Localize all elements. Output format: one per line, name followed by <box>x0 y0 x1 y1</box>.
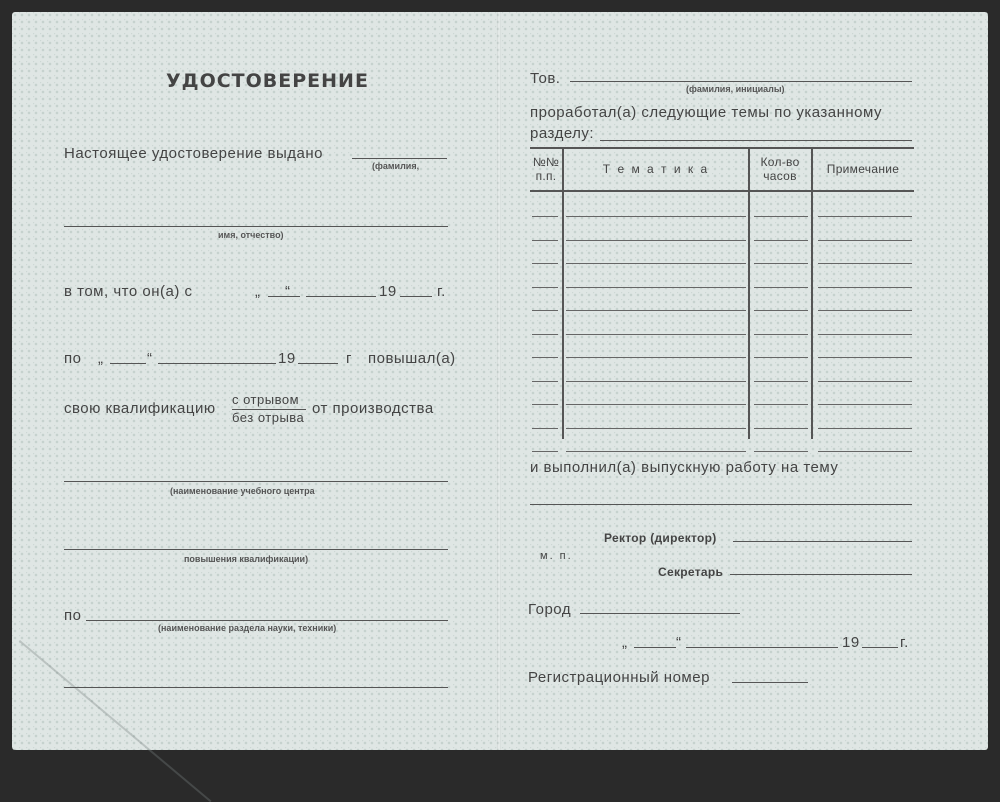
year-suffix: г. <box>437 283 446 300</box>
month-from-field[interactable] <box>306 296 376 297</box>
col-hours-line2: часов <box>763 169 797 183</box>
city-label: Город <box>528 601 572 618</box>
table-row-line[interactable] <box>532 357 558 358</box>
training-center-field[interactable] <box>64 481 448 482</box>
name-hint: имя, отчество) <box>218 230 284 240</box>
table-row-line[interactable] <box>818 428 912 429</box>
worked-text-2: разделу: <box>530 125 595 142</box>
rector-label: Ректор (директор) <box>604 531 717 545</box>
table-row-line[interactable] <box>818 381 912 382</box>
year-from-field[interactable] <box>400 296 432 297</box>
table-row-line[interactable] <box>532 451 558 452</box>
quote-open: „ <box>255 283 261 300</box>
date-to-label: по <box>64 350 82 367</box>
quote-close: “ <box>147 350 153 367</box>
table-row-line[interactable] <box>566 381 746 382</box>
fio-hint: (фамилия, инициалы) <box>686 84 785 94</box>
col-note-header: Примечание <box>826 162 900 176</box>
table-row-line[interactable] <box>566 216 746 217</box>
worked-text-1: проработал(а) следующие темы по указанному <box>530 104 883 121</box>
quote-open: „ <box>98 350 104 367</box>
month-to-field[interactable] <box>158 363 276 364</box>
table-row-line[interactable] <box>818 287 912 288</box>
table-header-border <box>530 190 914 192</box>
table-row-line[interactable] <box>532 287 558 288</box>
table-row-line[interactable] <box>754 381 808 382</box>
section-field[interactable] <box>86 620 448 621</box>
table-row-line[interactable] <box>532 310 558 311</box>
without-break-option: без отрыва <box>232 410 305 425</box>
year-prefix: 19 <box>278 350 296 367</box>
table-row-line[interactable] <box>818 357 912 358</box>
table-row-line[interactable] <box>754 357 808 358</box>
completed-text: и выполнил(а) выпускную работу на тему <box>530 459 839 476</box>
table-row-line[interactable] <box>818 451 912 452</box>
section-field-2[interactable] <box>64 687 448 688</box>
training-center-hint: (наименование учебного центра <box>170 486 315 496</box>
day-to-field[interactable] <box>110 363 146 364</box>
section-label: по <box>64 607 82 624</box>
day-from-field[interactable] <box>268 296 300 297</box>
table-row-line[interactable] <box>566 263 746 264</box>
worked-line <box>600 140 912 141</box>
fold-crease <box>497 12 501 750</box>
quote-open: „ <box>622 634 628 651</box>
col-hours-header <box>750 155 810 183</box>
table-row-line[interactable] <box>566 334 746 335</box>
table-row-line[interactable] <box>532 381 558 382</box>
fio-field[interactable] <box>570 81 912 82</box>
table-col-divider <box>562 149 564 439</box>
secretary-label: Секретарь <box>658 565 724 579</box>
issue-day-field[interactable] <box>634 647 676 648</box>
table-row-line[interactable] <box>754 216 808 217</box>
table-row-line[interactable] <box>566 287 746 288</box>
table-row-line[interactable] <box>532 428 558 429</box>
table-row-line[interactable] <box>754 240 808 241</box>
table-row-line[interactable] <box>754 263 808 264</box>
table-row-line[interactable] <box>818 263 912 264</box>
reg-number-label: Регистрационный номер <box>528 669 710 686</box>
table-row-line[interactable] <box>566 310 746 311</box>
table-row-line[interactable] <box>532 334 558 335</box>
surname-field[interactable] <box>352 158 447 159</box>
seal-place-label: м. п. <box>540 550 573 562</box>
col-topic-header: Т е м а т и к а <box>602 162 710 176</box>
table-row-line[interactable] <box>818 404 912 405</box>
qualification-center-hint: повышения квалификации) <box>184 554 309 564</box>
reg-number-field[interactable] <box>732 682 808 683</box>
table-row-line[interactable] <box>754 287 808 288</box>
year-suffix: г <box>346 350 352 367</box>
qualification-label: свою квалификацию <box>64 400 216 417</box>
city-field[interactable] <box>580 613 740 614</box>
table-top-border <box>530 147 914 149</box>
table-row-line[interactable] <box>566 240 746 241</box>
section-hint: (наименование раздела науки, техники) <box>158 623 337 633</box>
raised-label: повышал(а) <box>368 350 456 367</box>
quote-close: “ <box>676 634 682 651</box>
table-row-line[interactable] <box>566 451 746 452</box>
rector-signature-field[interactable] <box>733 541 912 542</box>
date-from-label: в том, что он(а) с <box>64 283 193 300</box>
table-row-line[interactable] <box>818 216 912 217</box>
table-col-divider <box>748 149 750 439</box>
table-row-line[interactable] <box>754 334 808 335</box>
table-col-divider <box>811 149 813 439</box>
col-num-header <box>530 155 562 183</box>
table-row-line[interactable] <box>532 216 558 217</box>
table-row-line[interactable] <box>566 357 746 358</box>
table-row-line[interactable] <box>754 428 808 429</box>
table-row-line[interactable] <box>818 334 912 335</box>
page-title: УДОСТОВЕРЕНИЕ <box>166 70 369 92</box>
qualification-center-field[interactable] <box>64 549 448 550</box>
secretary-signature-field[interactable] <box>730 574 912 575</box>
table-row-line[interactable] <box>532 240 558 241</box>
from-production-label: от производства <box>312 400 434 417</box>
table-row-line[interactable] <box>754 451 808 452</box>
issued-to-label: Настоящее удостоверение выдано <box>64 145 323 162</box>
issue-month-field[interactable] <box>686 647 838 648</box>
with-break-option: с отрывом <box>232 392 300 407</box>
table-row-line[interactable] <box>818 310 912 311</box>
year-prefix: 19 <box>842 634 860 651</box>
table-row-line[interactable] <box>532 404 558 405</box>
table-row-line[interactable] <box>566 428 746 429</box>
table-row-line[interactable] <box>818 240 912 241</box>
name-field[interactable] <box>64 226 448 227</box>
col-num-line1: №№ <box>532 155 560 169</box>
year-to-field[interactable] <box>298 363 338 364</box>
issue-year-field[interactable] <box>862 647 898 648</box>
col-hours-line1: Кол-во <box>760 155 800 169</box>
tov-label: Тов. <box>530 70 561 87</box>
surname-hint: (фамилия, <box>372 161 420 171</box>
col-num-line2: п.п. <box>535 169 557 183</box>
table-row-line[interactable] <box>754 310 808 311</box>
table-row-line[interactable] <box>532 263 558 264</box>
year-suffix: г. <box>900 634 909 651</box>
quote-close: “ <box>285 283 291 300</box>
year-prefix: 19 <box>379 283 397 300</box>
table-row-line[interactable] <box>566 404 746 405</box>
thesis-topic-field[interactable] <box>530 504 912 505</box>
table-row-line[interactable] <box>754 404 808 405</box>
